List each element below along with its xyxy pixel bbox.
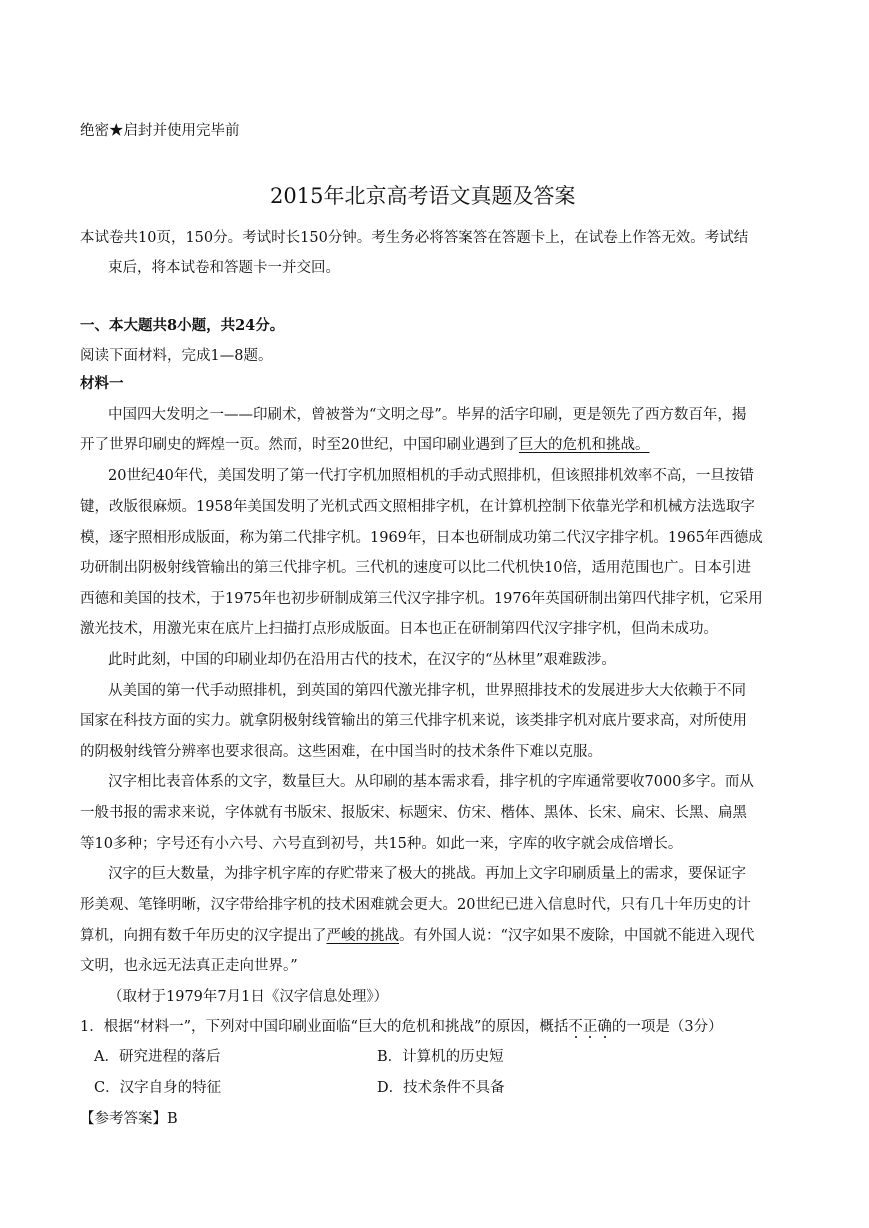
emphasis-char: 不 xyxy=(568,1019,583,1035)
paragraph-line: 20世纪40年代，美国发明了第一代打字机加照相机的手动式照排机，但该照排机效率不高，一旦按错 xyxy=(108,468,754,484)
question-text: 1．根据“材料一”，下列对中国印刷业面临“巨大的危机和挑战”的原因，概括 xyxy=(80,1019,569,1035)
paragraph-line: 汉字相比表音体系的文字，数量巨大。从印刷的基本需求看，排字机的字库通常要收7000多字。而从 xyxy=(108,774,754,790)
paragraph-line: 激光技术，用激光束在底片上扫描打点形成版面。日本也正在研制第四代汉字排字机，但尚未成功。 xyxy=(80,621,718,637)
paragraph-line: 模，逐字照相形成版面，称为第二代排字机。1969年，日本也研制成功第二代汉字排字机。1965年西德成 xyxy=(80,530,763,546)
page-title: 2015年北京高考语文真题及答案 xyxy=(270,184,576,208)
option-d: D．技术条件不具备 xyxy=(377,1080,505,1096)
paragraph-line: 一般书报的需求来说，字体就有书版宋、报版宋、标题宋、仿宋、楷体、黑体、长宋、扁宋、长黑、扁黑 xyxy=(80,805,747,821)
paragraph-line: 国家在科技方面的实力。就拿阴极射线管输出的第三代排字机来说，该类排字机对底片要求高，对所使用 xyxy=(80,713,747,729)
material-title: 材料一 xyxy=(80,375,124,392)
option-b: B．计算机的历史短 xyxy=(377,1049,504,1065)
question-text: 的一项是（3分） xyxy=(611,1019,723,1035)
paragraph-text: 。有外国人说：“汉字如果不废除，中国就不能进入现代 xyxy=(399,928,755,944)
paragraph-line xyxy=(80,926,754,946)
paragraph-line: 文明，也永远无法真正走向世界。” xyxy=(80,958,298,974)
option-a: A．研究进程的落后 xyxy=(94,1049,221,1065)
question-stem xyxy=(80,1017,723,1037)
emphasis-char: 确 xyxy=(597,1019,612,1035)
paragraph-text: 算机，向拥有数千年历史的汉字提出了 xyxy=(80,928,327,944)
paragraph-line: 功研制出阴极射线管输出的第三代排字机。三代机的速度可以比二代机快10倍，适用范围也广。日本引进 xyxy=(80,560,751,576)
answer-label: 【参考答案】B xyxy=(80,1111,178,1127)
source-citation: （取材于1979年7月1日《汉字信息处理》） xyxy=(108,989,389,1005)
underlined-phrase: 严峻的挑战 xyxy=(326,928,399,944)
intro-line-2: 束后，将本试卷和答题卡一并交回。 xyxy=(108,260,340,276)
option-c: C．汉字自身的特征 xyxy=(94,1080,222,1096)
paragraph-line: 西德和美国的技术，于1975年也初步研制成第三代汉字排字机。1976年英国研制出第四代排字机，它采用 xyxy=(80,591,763,607)
paragraph-line: 汉字的巨大数量，为排字机字库的存贮带来了极大的挑战。再加上文字印刷质量上的需求，要保证字 xyxy=(108,866,746,882)
paragraph-line: 从美国的第一代手动照排机，到英国的第四代激光排字机，世界照排技术的发展进步大大依赖于不同 xyxy=(108,683,746,699)
secret-mark: 绝密★启封并使用完毕前 xyxy=(80,123,240,139)
paragraph-line: 形美观、笔锋明晰，汉字带给排字机的技术困难就会更大。20世纪已进入信息时代，只有几十年历史的计 xyxy=(80,897,751,913)
section-heading: 一、本大题共8小题，共24分。 xyxy=(80,317,285,334)
paragraph-text: 开了世界印刷史的辉煌一页。然而，时至20世纪，中国印刷业遇到了 xyxy=(80,437,519,453)
paragraph-line: 此时此刻，中国的印刷业却仍在沿用古代的技术，在汉字的“丛林里”艰难跋涉。 xyxy=(108,652,616,668)
paragraph-line: 键，改版很麻烦。1958年美国发明了光机式西文照相排字机，在计算机控制下依靠光学和机械方法选取字 xyxy=(80,499,755,515)
intro-line-1: 本试卷共10页，150分。考试时长150分钟。考生务必将答案答在答题卡上，在试卷上作答无效。考试结 xyxy=(80,230,749,246)
paragraph-line xyxy=(80,435,649,455)
section-instruction: 阅读下面材料，完成1—8题。 xyxy=(80,348,273,364)
paragraph-line: 中国四大发明之一——印刷术，曾被誉为“文明之母”。毕昇的活字印刷，更是领先了西方数百年，揭 xyxy=(108,407,747,423)
paragraph-line: 的阴极射线管分辨率也要求很高。这些困难，在中国当时的技术条件下难以克服。 xyxy=(80,744,602,760)
paragraph-line: 等10多种；字号还有小六号、六号直到初号，共15种。如此一来，字库的收字就会成倍增长。 xyxy=(80,836,683,852)
emphasis-char: 正 xyxy=(582,1019,598,1035)
underlined-phrase: 巨大的危机和挑战。 xyxy=(518,437,650,453)
